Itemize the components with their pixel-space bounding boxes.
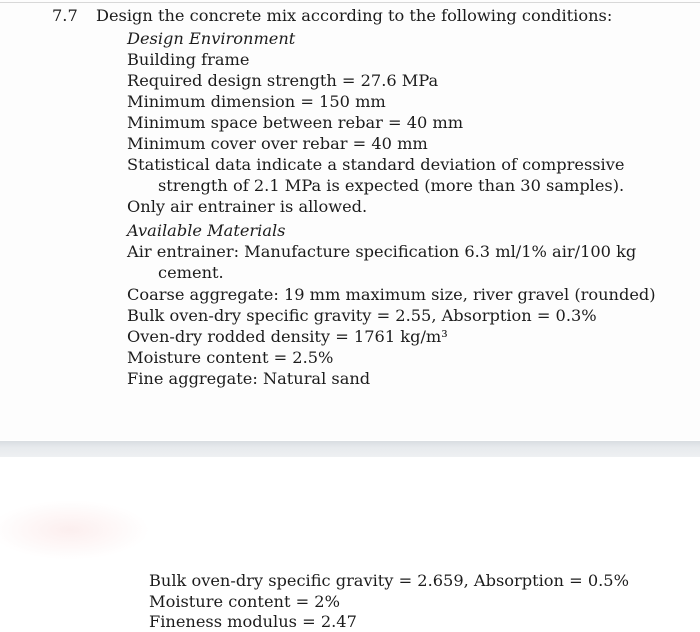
materials-line-1: Air entrainer: Manufacture specification 6.3 ml/1% air/100 kg [127,242,637,261]
design-env-line-5: Minimum cover over rebar = 40 mm [127,134,428,153]
design-env-line-7: strength of 2.1 MPa is expected (more than 30 samples). [158,176,625,195]
fine-agg-line-3: Fineness modulus = 2.47 [149,612,357,631]
problem-title: Design the concrete mix according to the following conditions: [96,6,613,25]
fine-agg-line-1: Bulk oven-dry specific gravity = 2.659, Absorption = 0.5% [149,571,629,590]
materials-line-5: Oven-dry rodded density = 1761 kg/m³ [127,327,448,346]
materials-line-7: Fine aggregate: Natural sand [127,369,371,388]
materials-line-3: Coarse aggregate: 19 mm maximum size, river gravel (rounded) [127,285,656,304]
problem-number: 7.7 [52,6,78,25]
design-env-line-4: Minimum space between rebar = 40 mm [127,113,464,132]
materials-line-2: cement. [158,263,224,282]
top-divider [0,2,700,3]
design-env-line-8: Only air entrainer is allowed. [127,197,368,216]
design-env-line-6: Statistical data indicate a standard deviation of compressive [127,155,625,174]
materials-line-4: Bulk oven-dry specific gravity = 2.55, Absorption = 0.3% [127,306,597,325]
design-env-line-2: Required design strength = 27.6 MPa [127,71,439,90]
fine-agg-line-2: Moisture content = 2% [149,592,340,611]
available-materials-heading: Available Materials [127,221,286,240]
design-env-line-3: Minimum dimension = 150 mm [127,92,386,111]
design-env-line-1: Building frame [127,50,250,69]
design-environment-heading: Design Environment [127,29,296,48]
materials-line-6: Moisture content = 2.5% [127,348,334,367]
page-break-divider [0,441,700,457]
